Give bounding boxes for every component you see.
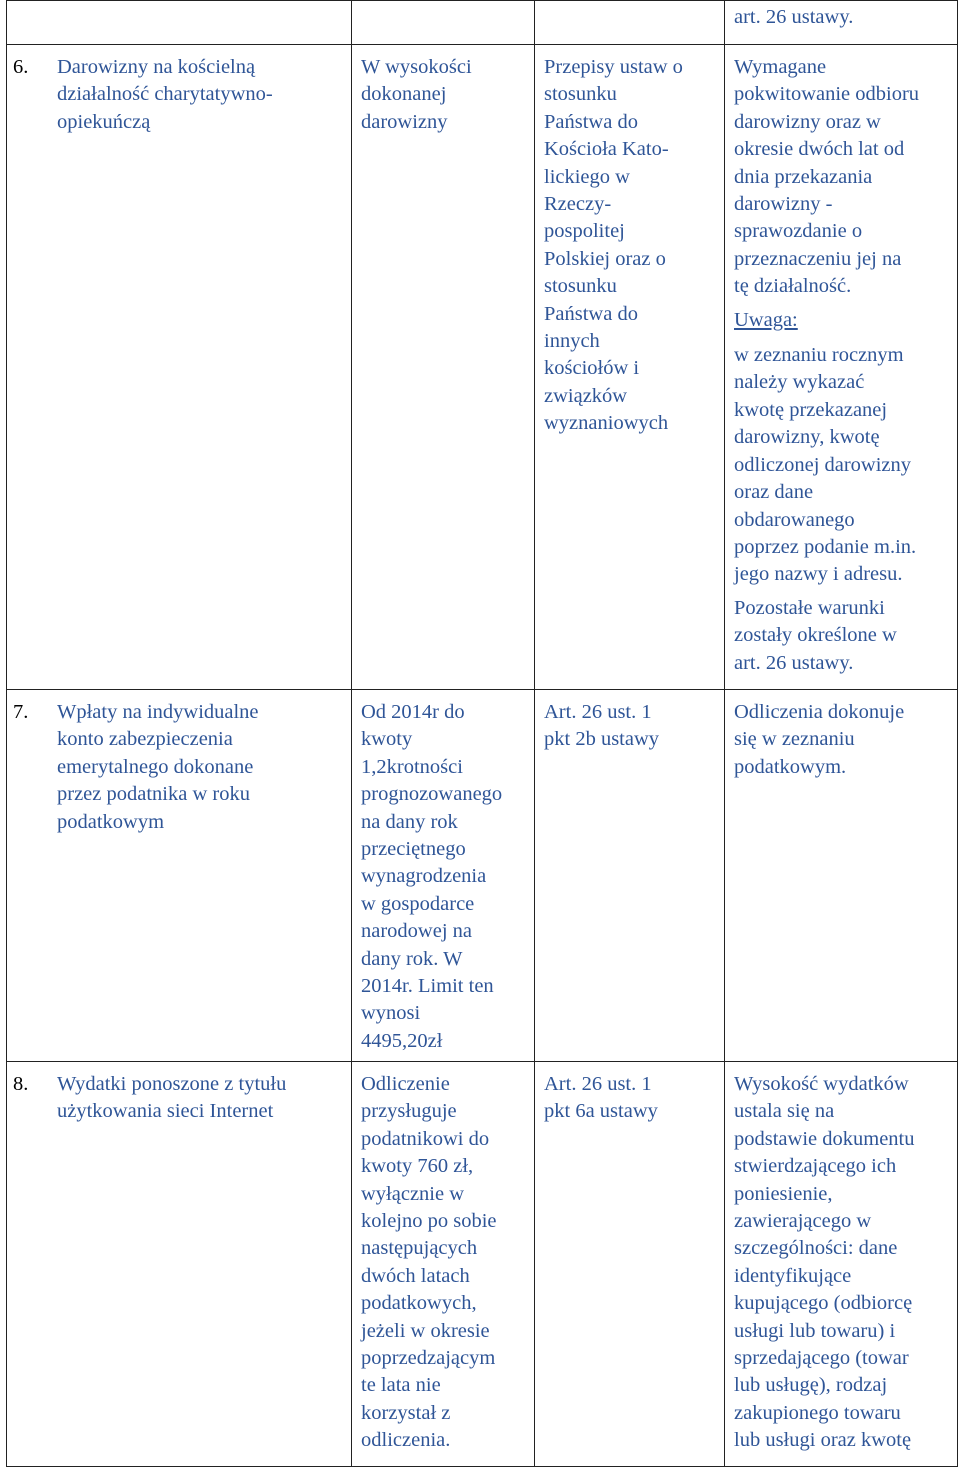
table-row-8	[7, 1062, 958, 1467]
row-title: Wydatki ponoszone z tytułu użytkowania sieci Internet	[57, 1073, 287, 1123]
row-title: Wpłaty na indywidualne konto zabezpieczenia emerytalnego dokonane przez podatnika w roku podatkowym	[57, 701, 259, 833]
row-number: 6.	[13, 56, 29, 78]
row-limit: Odliczenie przysługuje podatnikowi do kwoty 760 zł, wyłącznie w kolejno po sobie następujących dwóch latach podatkowych, jeżeli w okresie poprzedzającym te lata nie korzystał z odliczenia.	[361, 1073, 497, 1452]
row-basis: Przepisy ustaw o stosunku Państwa do Kościoła Kato- lickiego w Rzeczy- pospolitej Polskiej oraz o stosunku Państwa do innych kościołów i związków wyznaniowych	[544, 56, 683, 435]
top-note: art. 26 ustawy.	[734, 6, 854, 28]
row-notes: Wymagane pokwitowanie odbioru darowizny oraz w okresie dwóch lat od dnia przekazania darowizny - sprawozdanie o przeznaczeniu jej na tę działalność. Uwaga: w zeznaniu rocznym należy wykazać kwotę przekazanej darowizny, kwotę odliczonej darowizny oraz dane obdarowanego poprzez podanie m.in. jego nazwy i adresu. Pozostałe warunki zostały określone w art. 26 ustawy.	[725, 45, 957, 677]
table-row-6	[7, 45, 958, 690]
row-notes: Odliczenia dokonuje się w zeznaniu podatkowym.	[734, 701, 905, 778]
row-number: 7.	[13, 701, 29, 723]
row-limit: W wysokości dokonanej darowizny	[361, 56, 472, 133]
row-limit: Od 2014r do kwoty 1,2krotności prognozowanego na dany rok przeciętnego wynagrodzenia w gospodarce narodowej na dany rok. W 2014r. Limit ten wynosi 4495,20zł	[361, 701, 503, 1052]
row-number: 8.	[13, 1073, 29, 1095]
table-row-7	[7, 690, 958, 1062]
row-title: Darowizny na kościelną działalność charytatywno- opiekuńczą	[57, 56, 273, 133]
row-notes: Wysokość wydatków ustala się na podstawie dokumentu stwierdzającego ich poniesienie, zawierającego w szczególności: dane identyfikujące kupującego (odbiorcę usługi lub towaru) i sprzedającego (towar lub usługę), rodzaj zakupionego towaru lub usługi oraz kwotę	[734, 1073, 915, 1452]
uwaga-label: Uwaga:	[734, 308, 798, 331]
deductions-table	[6, 0, 958, 1467]
row-basis: Art. 26 ust. 1 pkt 2b ustawy	[544, 701, 660, 751]
table-row-top	[7, 1, 958, 45]
row-basis: Art. 26 ust. 1 pkt 6a ustawy	[544, 1073, 658, 1123]
